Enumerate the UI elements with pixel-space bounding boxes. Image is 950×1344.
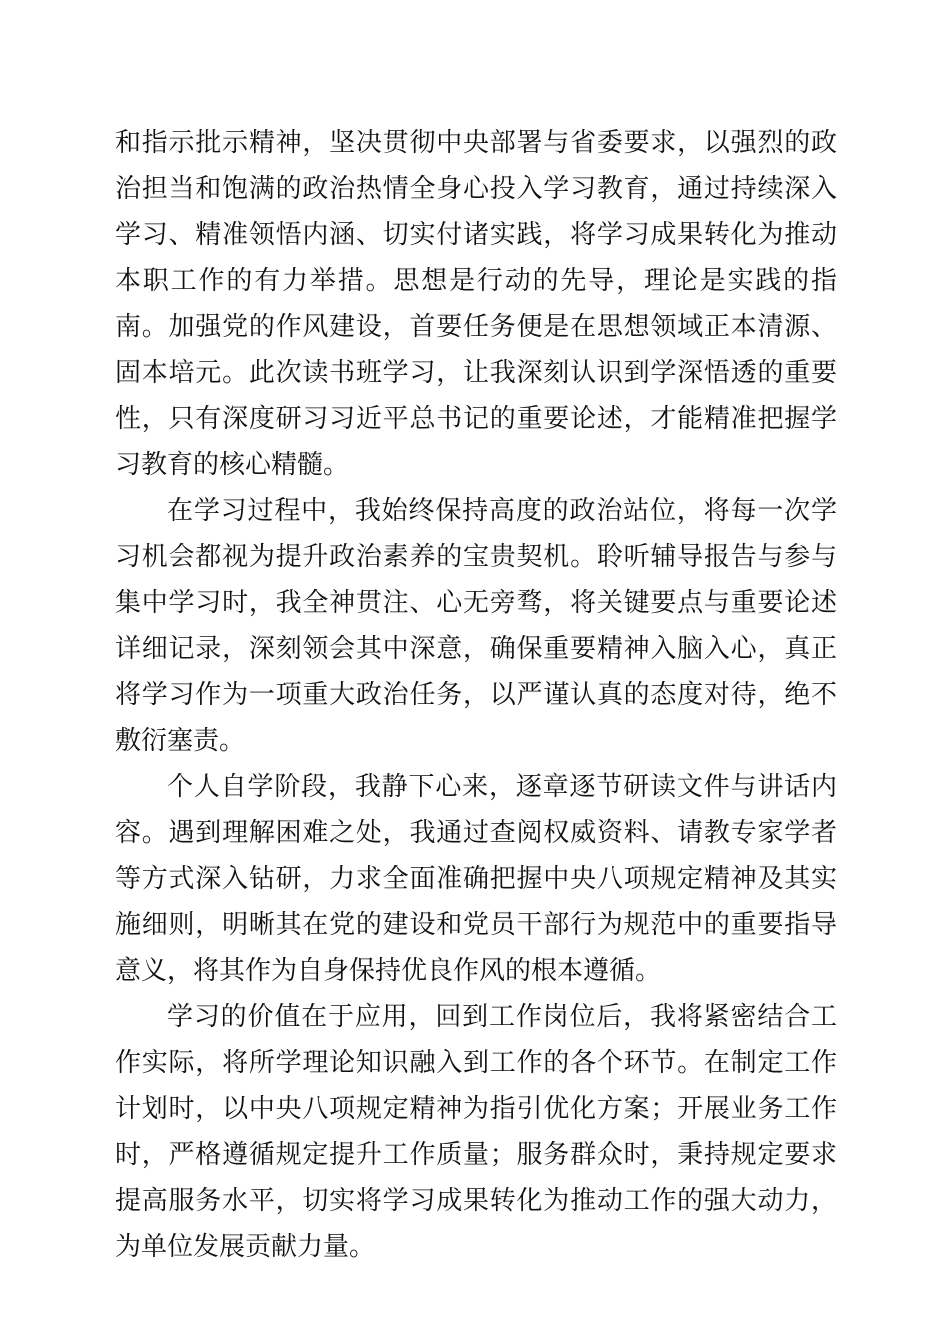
paragraph: 个人自学阶段，我静下心来，逐章逐节研读文件与讲话内容。遇到理解困难之处，我通过查阅权威资料、请教专家学者等方式深入钻研，力求全面准确把握中央八项规定精神及其实施细则，明晰其在党的建设和党员干部行为规范中的重要指导意义，将其作为自身保持优良作风的根本遵循。 xyxy=(115,772,837,986)
paragraph: 在学习过程中，我始终保持高度的政治站位，将每一次学习机会都视为提升政治素养的宝贵契机。聆听辅导报告与参与集中学习时，我全神贯注、心无旁骛，将关键要点与重要论述详细记录，深刻领会其中深意，确保重要精神入脑入心，真正将学习作为一项重大政治任务，以严谨认真的态度对待，绝不敷衍塞责。 xyxy=(115,496,837,756)
paragraph: 学习的价值在于应用，回到工作岗位后，我将紧密结合工作实际，将所学理论知识融入到工作的各个环节。在制定工作计划时，以中央八项规定精神为指引优化方案；开展业务工作时，严格遵循规定提升工作质量；服务群众时，秉持规定要求提高服务水平，切实将学习成果转化为推动工作的强大动力，为单位发展贡献力量。 xyxy=(115,1002,837,1262)
paragraph-continued: 和指示批示精神，坚决贯彻中央部署与省委要求，以强烈的政治担当和饱满的政治热情全身心投入学习教育，通过持续深入学习、精准领悟内涵、切实付诸实践，将学习成果转化为推动本职工作的有力举措。思想是行动的先导，理论是实践的指南。加强党的作风建设，首要任务便是在思想领域正本清源、固本培元。此次读书班学习，让我深刻认识到学深悟透的重要性，只有深度研习习近平总书记的重要论述，才能精准把握学习教育的核心精髓。 xyxy=(115,128,837,480)
document-body xyxy=(115,120,837,1270)
